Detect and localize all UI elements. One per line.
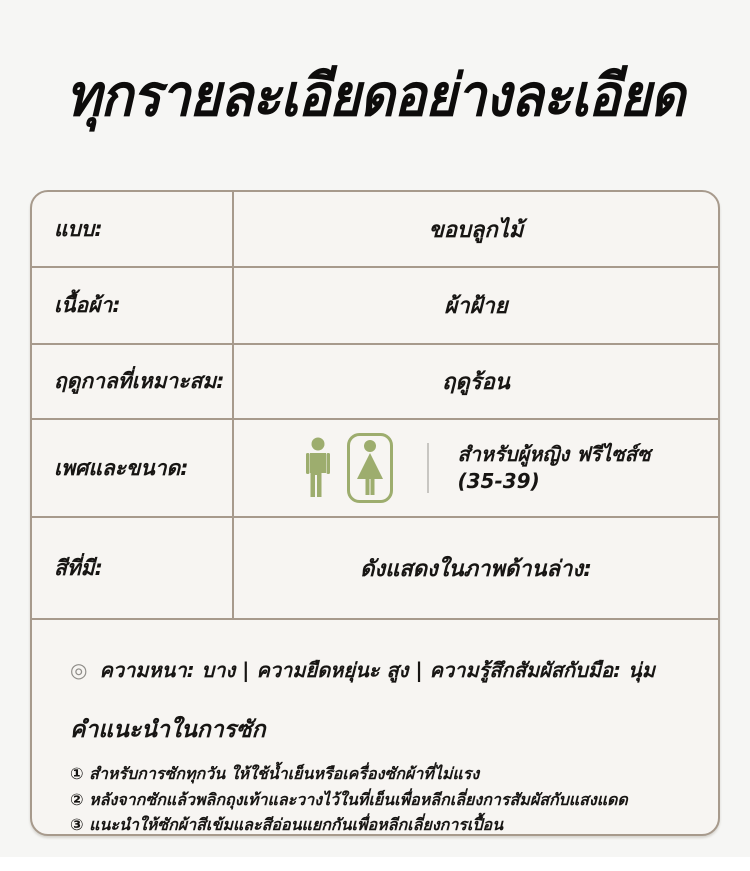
row-value-colors: ดังแสดงในภาพด้านล่าง:: [360, 556, 592, 582]
vertical-divider: [427, 443, 429, 493]
row-value-gender-size: [234, 420, 718, 516]
washing-instructions-heading: คำแนะนำในการซัก: [70, 717, 266, 743]
bottom-white-strip: [0, 857, 750, 871]
size-description: [457, 441, 650, 495]
row-label-fabric: เนื้อผ้า:: [32, 268, 234, 343]
washing-instructions-list: [70, 761, 680, 836]
product-spec-card: [30, 190, 720, 836]
size-description-line2: (35-39): [457, 469, 540, 493]
washing-instruction-item: ② หลังจากซักแล้วพลิกถุงเท้าและวางไว้ในที่เย็นเพื่อหลีกเลี่ยงการสัมผัสกับแสงแดด: [70, 789, 628, 809]
bullseye-icon: ◎: [70, 658, 88, 682]
row-label-season: ฤดูกาลที่เหมาะสม:: [32, 345, 234, 418]
washing-instruction-item: ① สำหรับการซักทุกวัน ให้ใช้น้ำเย็นหรือเครื่องซักผ้าที่ไม่แรง: [70, 764, 480, 783]
gender-icons-group: [301, 433, 650, 503]
page-header: [0, 0, 750, 190]
table-row-gender-size: [32, 420, 718, 518]
row-label-colors: สีที่มี:: [32, 518, 234, 618]
fabric-properties-line: [70, 654, 680, 686]
washing-instruction-item: ③ แนะนำให้ซักผ้าสีเข้มและสีอ่อนแยกกันเพื่อหลีกเลี่ยงการเปื้อน: [70, 815, 504, 835]
row-label-style: แบบ:: [32, 192, 234, 266]
card-footer: [32, 620, 718, 836]
table-row-colors: [32, 518, 718, 620]
table-row-fabric: [32, 268, 718, 345]
female-figure-boxed-icon: [347, 433, 393, 503]
page-title: ทุกรายละเอียดอย่างละเอียด: [65, 61, 685, 130]
row-value-season: ฤดูร้อน: [442, 370, 510, 395]
size-description-line1: สำหรับผู้หญิง ฟรีไซส์ซ: [457, 442, 651, 466]
row-label-gender-size: เพศและขนาด:: [32, 420, 234, 516]
table-row-style: [32, 192, 718, 268]
table-row-season: [32, 345, 718, 420]
row-value-style: ขอบลูกไม้: [428, 217, 524, 243]
row-value-fabric: ผ้าฝ้าย: [444, 294, 508, 319]
fabric-properties-text: ความหนา: บาง | ความยืดหยุ่นะ สูง | ความรู้สึกสัมผัสกับมือ: นุ่ม: [99, 658, 655, 682]
male-figure-icon: [301, 437, 335, 499]
